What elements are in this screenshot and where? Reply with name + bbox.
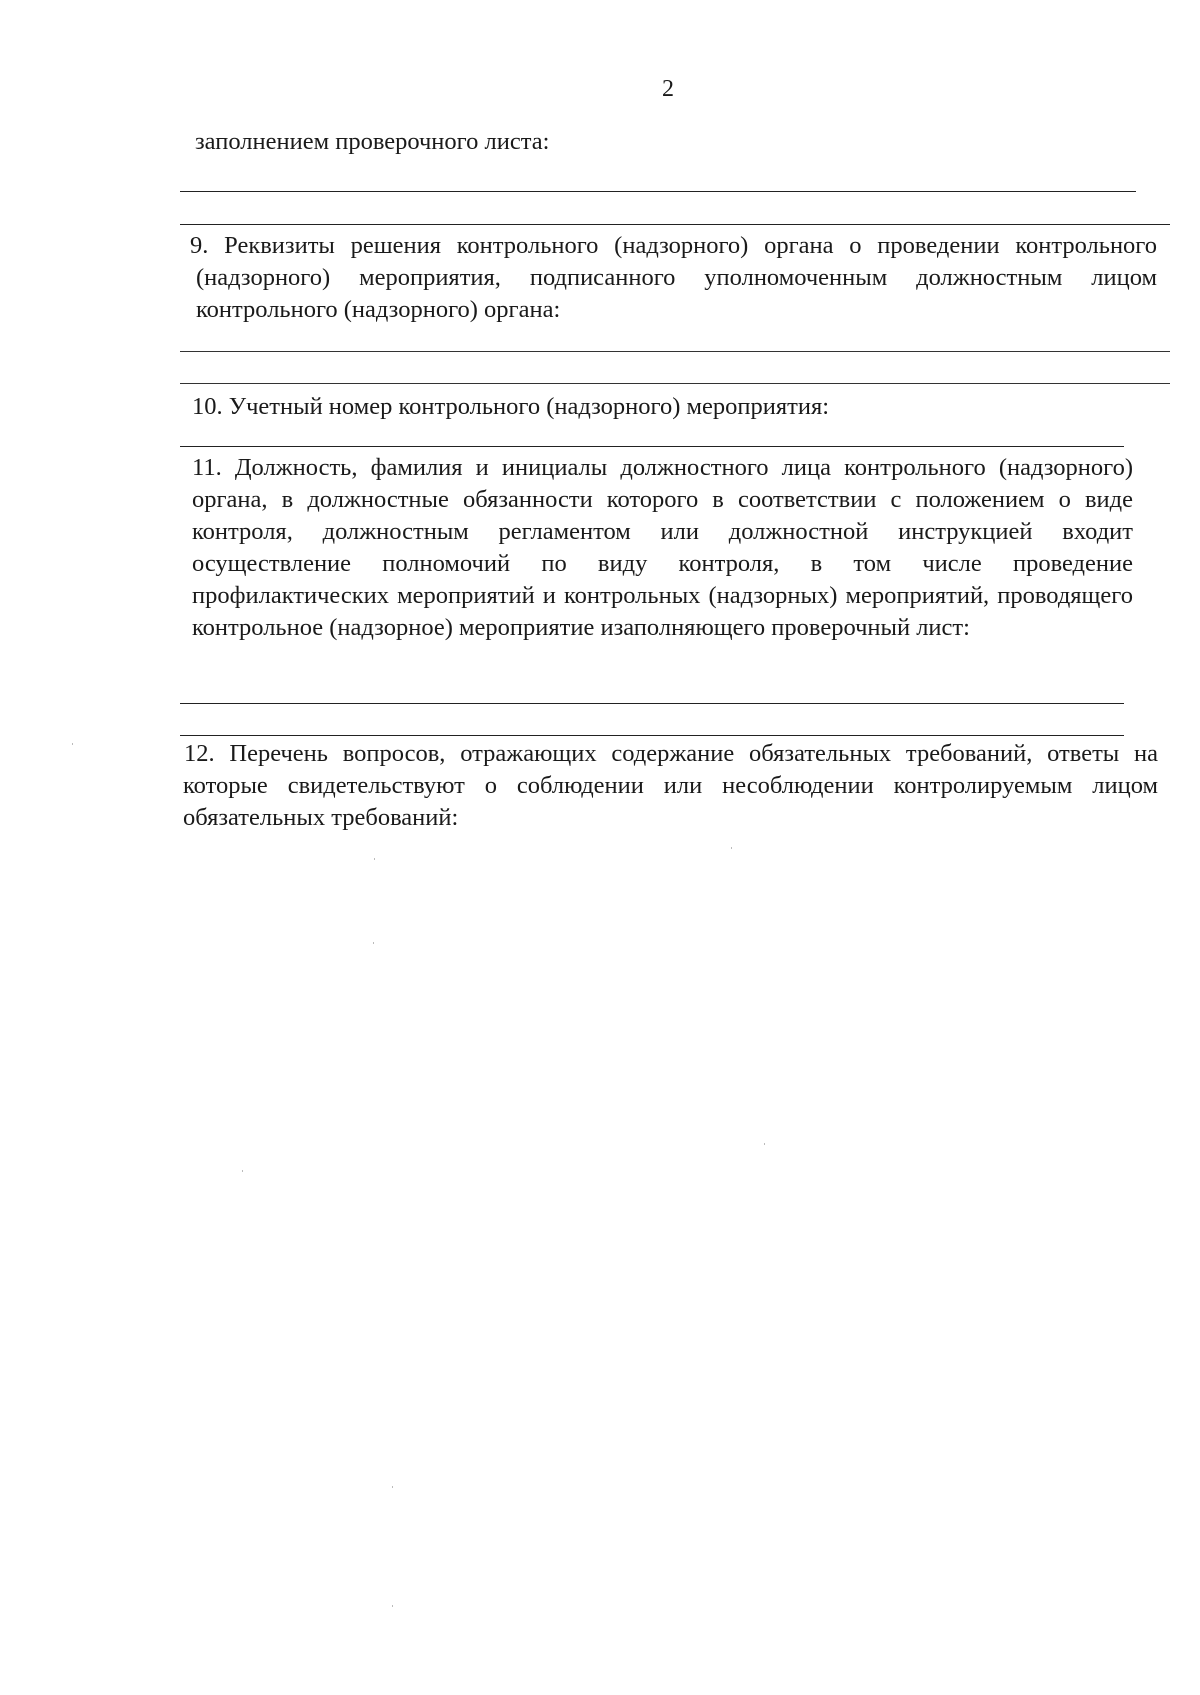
fill-line	[180, 224, 1170, 225]
scan-speck	[374, 858, 375, 860]
item-9-text: 9. Реквизиты решения контрольного (надзорного) органа о проведении контрольного (надзорного) мероприятия, подписанного уполномоченным должностным лицом контрольного (надзорного) органа:	[190, 232, 1157, 323]
scan-speck	[72, 743, 73, 745]
scan-speck	[731, 847, 732, 849]
scan-speck	[392, 1605, 393, 1607]
scan-speck	[373, 942, 374, 944]
continuation-text: заполнением проверочного листа:	[195, 128, 550, 155]
item-12-text: 12. Перечень вопросов, отражающих содержание обязательных требований, ответы на которые свидетельствуют о соблюдении или несоблюдении контролируемым лицом обязательных требований:	[183, 740, 1158, 831]
scan-speck	[764, 1143, 765, 1145]
fill-line	[180, 703, 1124, 704]
fill-line	[180, 735, 1124, 736]
fill-line	[180, 446, 1124, 447]
item-11-text: 11. Должность, фамилия и инициалы должностного лица контрольного (надзорного) органа, в должностные обязанности которого в соответствии с положением о виде контроля, должностным регламентом или должностной инструкцией входит осуществление полномочий по виду контроля, в том числе проведение профилактических мероприятий и контрольных (надзорных) мероприятий, проводящего контрольное (надзорное) мероприятие изаполняющего проверочный лист:	[192, 454, 1133, 641]
fill-line	[180, 383, 1170, 384]
fill-line	[180, 351, 1170, 352]
item-10-text: 10. Учетный номер контрольного (надзорного) мероприятия:	[192, 393, 830, 420]
page-number: 2	[662, 76, 674, 102]
scan-speck	[242, 1170, 243, 1172]
scan-speck	[392, 1486, 393, 1488]
fill-line	[180, 191, 1136, 192]
